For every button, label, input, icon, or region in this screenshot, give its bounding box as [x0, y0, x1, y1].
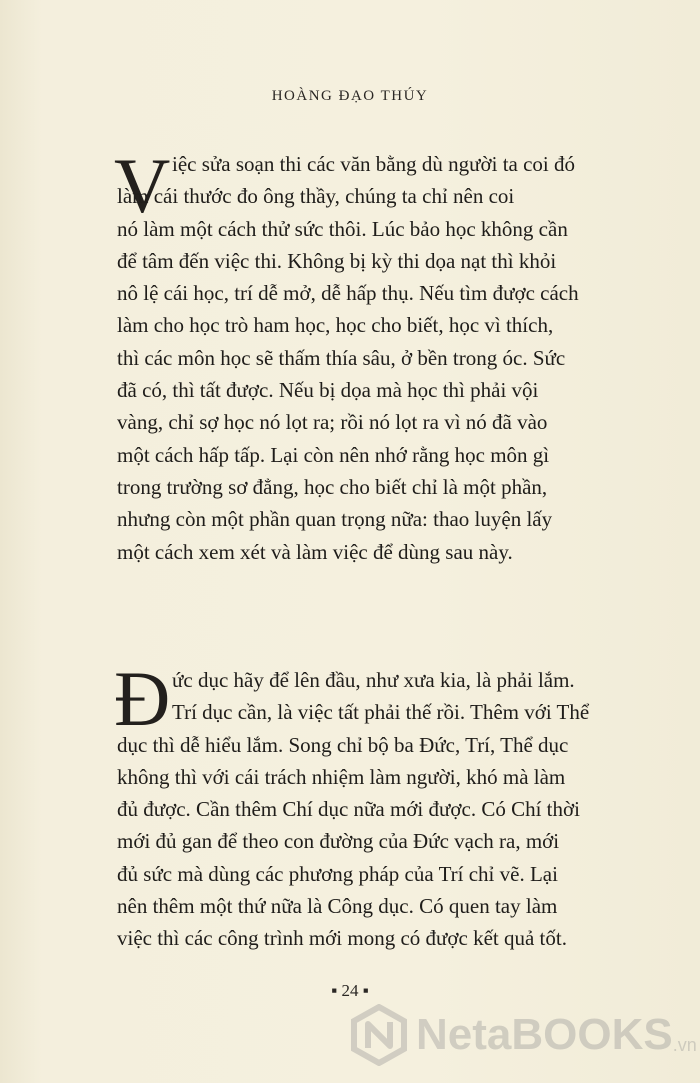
text-line: một cách hấp tấp. Lại còn nên nhớ rằng học môn gì	[117, 442, 550, 467]
text-line: trong trường sơ đẳng, học cho biết chỉ là một phần,	[117, 474, 548, 499]
text-line: không thì với cái trách nhiệm làm người, khó mà làm	[117, 764, 566, 789]
drop-cap-v: V	[114, 142, 171, 229]
text-line: nô lệ cái học, trí dễ mở, dễ hấp thụ. Nếu tìm được cách	[117, 281, 579, 306]
text-line: đủ sức mà dùng các phương pháp của Trí chỉ vẽ. Lại	[117, 861, 558, 886]
drop-cap-d: Đ	[114, 655, 171, 742]
text-line: iệc sửa soạn thi các văn bằng dù người ta coi đó	[172, 152, 575, 176]
text-line: để tâm đến việc thi. Không bị kỳ thi dọa nạt thì khỏi	[117, 248, 557, 273]
paragraph-1	[117, 148, 637, 568]
text-line: Trí dục cần, là việc tất phải thế rồi. Thêm với Thể	[172, 700, 590, 725]
text-line: làm cái thước đo ông thầy, chúng ta chỉ nên coi	[117, 184, 515, 209]
text-line: thì các môn học sẽ thấm thía sâu, ở bền trong óc. Sức	[117, 345, 566, 370]
text-line: dục thì dễ hiểu lắm. Song chỉ bộ ba Đức, Trí, Thể dục	[117, 732, 569, 757]
watermark-suffix: .vn	[672, 1035, 697, 1055]
text-line: vàng, chỉ sợ học nó lọt ra; rồi nó lọt ra vì nó đã vào	[117, 410, 548, 435]
text-line: nó làm một cách thử sức thôi. Lúc bảo học không cần	[117, 216, 568, 241]
netabooks-logo-icon	[348, 1004, 410, 1066]
text-line: việc thì các công trình mới mong có được kết quả tốt.	[117, 926, 567, 951]
page-number: ▪ 24 ▪	[331, 981, 369, 1000]
watermark	[348, 1000, 697, 1070]
text-line: ức dục hãy để lên đầu, như xưa kia, là phải lắm.	[172, 668, 575, 692]
watermark-text: NetaBOOKS	[416, 1010, 673, 1059]
text-line: đã có, thì tất được. Nếu bị dọa mà học thì phải vội	[117, 378, 539, 403]
text-line: nên thêm một thứ nữa là Công dục. Có quen tay làm	[117, 894, 558, 919]
text-line: nhưng còn một phần quan trọng nữa: thao luyện lấy	[117, 507, 553, 532]
text-line: một cách xem xét và làm việc để dùng sau này.	[117, 539, 513, 564]
running-header: HOÀNG ĐẠO THÚY	[271, 88, 429, 104]
text-line: đủ được. Cần thêm Chí dục nữa mới được. Có Chí thời	[117, 797, 580, 822]
text-line: làm cho học trò ham học, học cho biết, học vì thích,	[117, 313, 554, 338]
paragraph-2	[117, 664, 637, 955]
text-line: mới đủ gan để theo con đường của Đức vạch ra, mới	[117, 829, 560, 854]
